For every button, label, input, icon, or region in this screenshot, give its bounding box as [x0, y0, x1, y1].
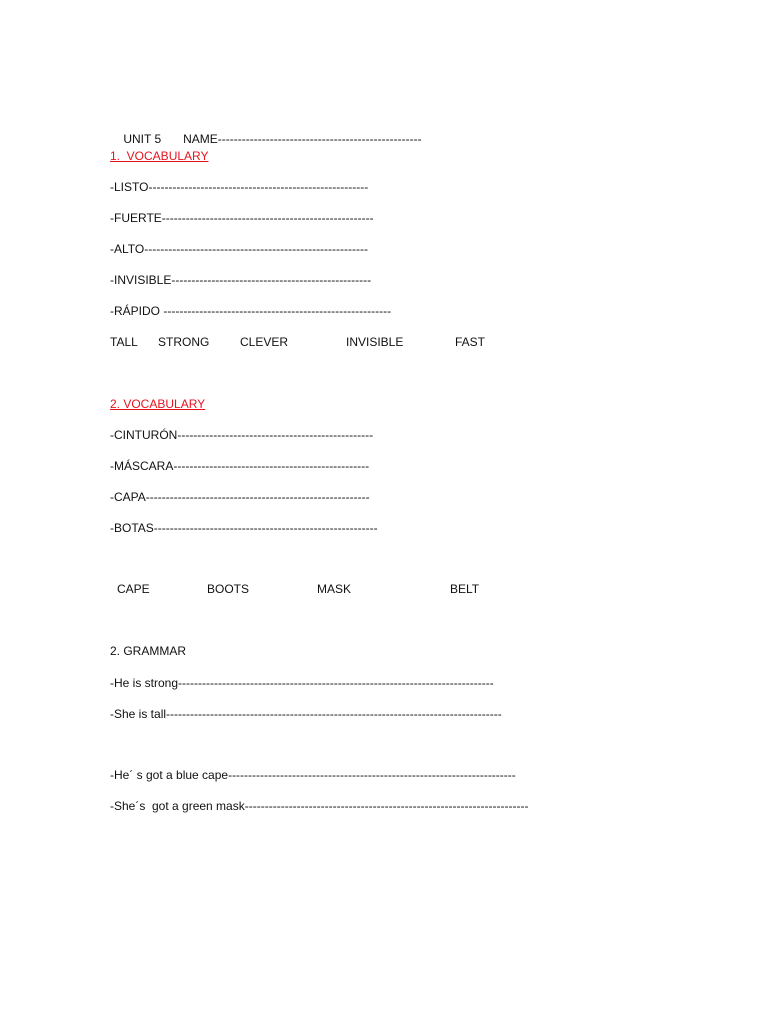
grammar-item: -He is strong------------------------------------------------------------------------------- — [110, 676, 494, 690]
vocab-item-invisible: -INVISIBLE-------------------------------------------------- — [110, 273, 372, 287]
word-bank-word: CLEVER — [240, 335, 289, 349]
grammar-item: -She´s got a green mask----------------------------------------------------------------------- — [110, 799, 529, 813]
name-line: NAME--------------------------------------------------- — [183, 132, 422, 146]
section2-title: 2. VOCABULARY — [110, 397, 206, 411]
word-bank-word: STRONG — [158, 335, 210, 349]
vocab-item-rapido: -RÁPIDO --------------------------------------------------------- — [110, 304, 392, 318]
grammar-item: -He´ s got a blue cape------------------------------------------------------------------------ — [110, 768, 516, 782]
unit-label: UNIT 5 — [123, 132, 162, 146]
vocab-item-botas: -BOTAS-------------------------------------------------------- — [110, 521, 378, 535]
section1-title: 1. VOCABULARY — [110, 149, 209, 163]
vocab-item-listo: -LISTO------------------------------------------------------- — [110, 180, 369, 194]
word-bank-word: INVISIBLE — [346, 335, 404, 349]
vocab-item-cinturon: -CINTURÓN------------------------------------------------- — [110, 428, 374, 442]
word-bank-word: CAPE — [117, 582, 150, 596]
vocab-item-alto: -ALTO-------------------------------------------------------- — [110, 242, 369, 256]
word-bank-word: FAST — [455, 335, 486, 349]
grammar-title: 2. GRAMMAR — [110, 644, 187, 658]
vocab-item-capa: -CAPA-------------------------------------------------------- — [110, 490, 370, 504]
word-bank-word: TALL — [110, 335, 138, 349]
word-bank-word: BOOTS — [207, 582, 250, 596]
vocab-item-fuerte: -FUERTE----------------------------------------------------- — [110, 211, 374, 225]
word-bank-word: BELT — [450, 582, 480, 596]
grammar-item: -She is tall------------------------------------------------------------------------------------ — [110, 707, 502, 721]
vocab-item-mascara: -MÁSCARA------------------------------------------------- — [110, 459, 370, 473]
word-bank-word: MASK — [317, 582, 352, 596]
